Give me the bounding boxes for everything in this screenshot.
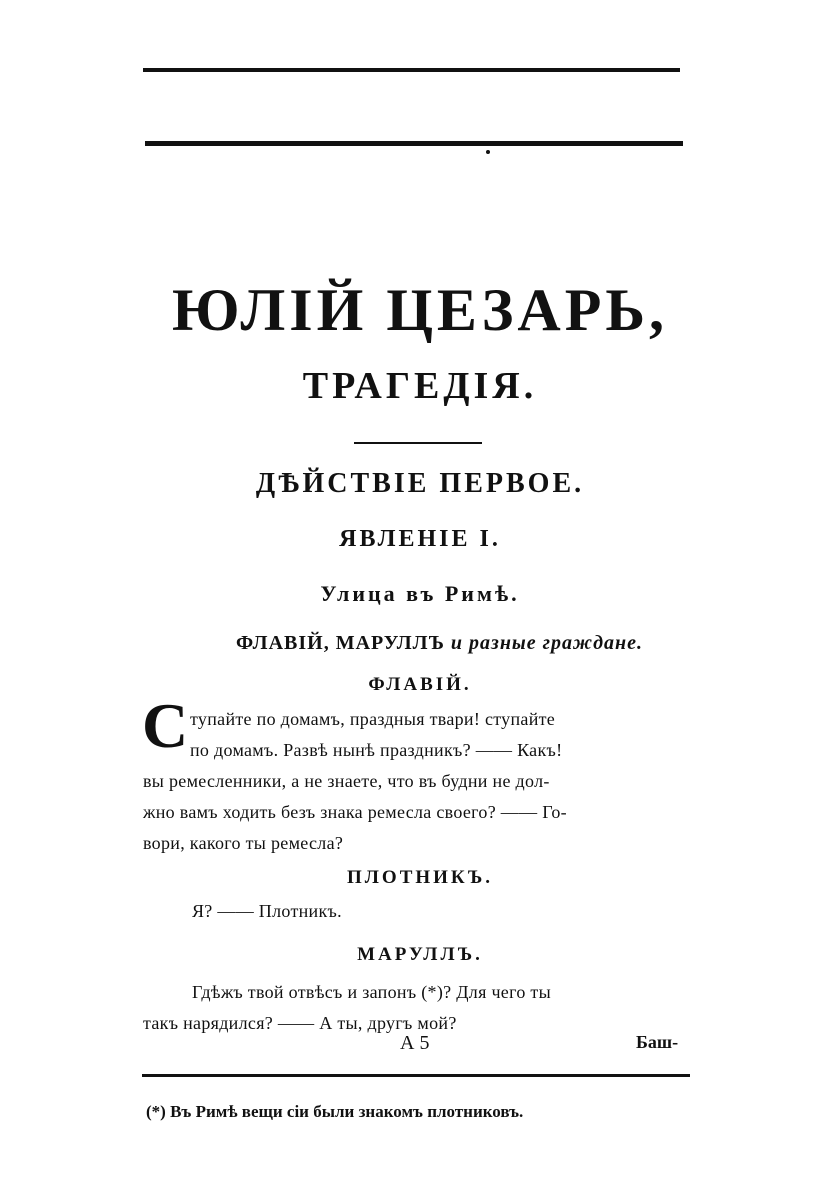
scene-location: Улица въ Римѣ. bbox=[320, 581, 520, 606]
title-divider bbox=[354, 442, 482, 444]
page-subtitle: ТРАГЕДІЯ. bbox=[302, 365, 538, 407]
page-title: ЮЛІЙ ЦЕЗАРЬ, bbox=[171, 277, 669, 343]
footnote-rule bbox=[142, 1074, 690, 1077]
second-rule bbox=[145, 141, 683, 146]
speech-line: по домамъ. Развѣ нынѣ праздникъ? —— Какъ! bbox=[190, 740, 563, 760]
speech-line: жно вамъ ходить безъ знака ремесла своего? —— Го- bbox=[143, 802, 567, 822]
top-rule bbox=[143, 68, 680, 72]
speech-line: тупайте по домамъ, праздныя твари! ступайте bbox=[190, 709, 556, 729]
act-heading: ДѢЙСТВІЕ ПЕРВОЕ. bbox=[255, 468, 585, 499]
characters-rest: и разные граждане. bbox=[450, 632, 644, 654]
signature-mark: А 5 bbox=[400, 1032, 430, 1054]
speech-line: такъ нарядился? —— А ты, другъ мой? bbox=[143, 1013, 457, 1033]
catchword: Баш- bbox=[636, 1032, 679, 1052]
speech-line: Я? —— Плотникъ. bbox=[192, 901, 342, 921]
characters-names: ФЛАВІЙ, МАРУЛЛЪ bbox=[236, 632, 445, 654]
speech-line: вори, какого ты ремесла? bbox=[143, 833, 344, 853]
ornament-dot bbox=[486, 150, 490, 154]
scene-heading: ЯВЛЕНІЕ I. bbox=[339, 526, 501, 552]
speech-line: вы ремесленники, а не знаете, что въ будни не дол- bbox=[143, 771, 550, 791]
speaker-flavius: ФЛАВІЙ. bbox=[368, 674, 472, 695]
footnote: (*) Въ Римѣ вещи сіи были знакомъ плотниковъ. bbox=[146, 1102, 524, 1121]
drop-cap: С bbox=[142, 690, 189, 761]
speaker-carpenter: ПЛОТНИКЪ. bbox=[346, 867, 493, 888]
speaker-marullus: МАРУЛЛЪ. bbox=[357, 944, 483, 965]
characters-list bbox=[236, 632, 643, 655]
speech-line: Гдѣжъ твой отвѣсъ и запонъ (*)? Для чего ты bbox=[192, 982, 551, 1002]
